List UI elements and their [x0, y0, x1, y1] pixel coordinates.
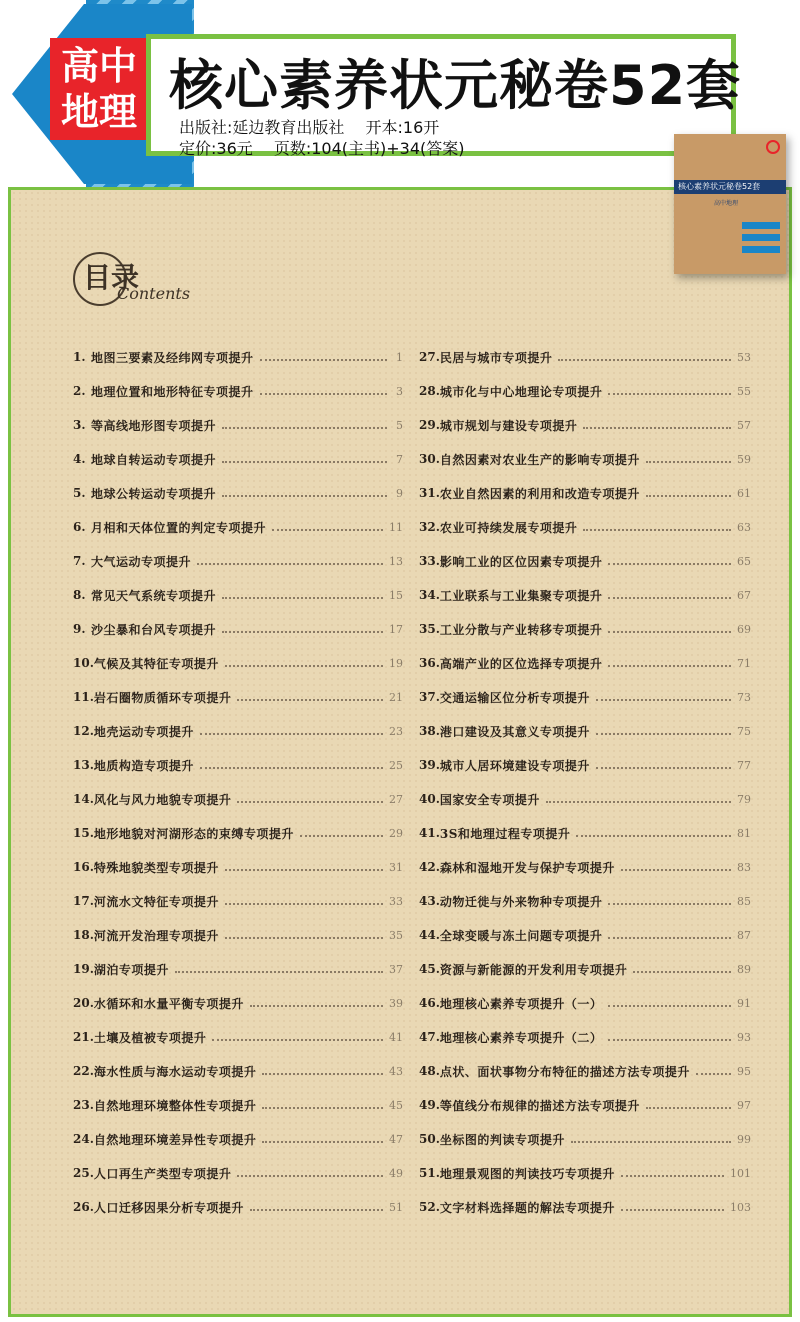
toc-dot-leader [237, 800, 383, 803]
toc-entry [419, 1122, 751, 1156]
subject-line-2: 地理 [60, 90, 137, 134]
toc-entry [73, 952, 403, 986]
toc-dot-leader [237, 698, 383, 701]
toc-entry [419, 918, 751, 952]
toc-dot-leader [212, 1038, 383, 1041]
toc-dot-leader [646, 1106, 731, 1109]
toc-heading-en: Contents [117, 284, 191, 303]
toc-entry-number: 50. [419, 1132, 440, 1146]
toc-entry-title: 工业联系与工业集聚专项提升 [439, 588, 603, 603]
toc-entry-title: 地球公转运动专项提升 [91, 486, 217, 501]
toc-entry [419, 408, 751, 442]
toc-entry [419, 884, 751, 918]
toc-entry-title: 3S和地理过程专项提升 [439, 826, 571, 841]
cover-tag [742, 234, 780, 241]
toc-entry-page: 71 [737, 656, 751, 670]
toc-entry-page: 51 [389, 1200, 403, 1214]
toc-entry-number: 10. [73, 656, 94, 670]
toc-entry-title: 交通运输区位分析专项提升 [439, 690, 590, 705]
toc-entry-number: 12. [73, 724, 94, 738]
toc-entry-title: 地形地貌对河湖形态的束缚专项提升 [93, 826, 294, 841]
toc-entry-number: 23. [73, 1098, 94, 1112]
toc-dot-leader [546, 800, 731, 803]
toc-entry [419, 986, 751, 1020]
toc-entry-number: 38. [419, 724, 440, 738]
toc-entry-page: 75 [737, 724, 751, 738]
toc-entry-title: 地理核心素养专项提升（二） [439, 1030, 603, 1045]
toc-entry [419, 952, 751, 986]
toc-entry-page: 53 [737, 350, 751, 364]
toc-entry [419, 816, 751, 850]
toc-entry-page: 27 [389, 792, 403, 806]
publisher-text: 出版社:延边教育出版社 [179, 118, 345, 137]
toc-entry-title: 岩石圈物质循环专项提升 [93, 690, 232, 705]
toc-entry-page: 49 [389, 1166, 403, 1180]
toc-entry-page: 19 [389, 656, 403, 670]
toc-entry-title: 资源与新能源的开发利用专项提升 [439, 962, 628, 977]
toc-dot-leader [558, 358, 731, 361]
toc-dot-leader [262, 1106, 383, 1109]
toc-entry-page: 69 [737, 622, 751, 636]
toc-dot-leader [608, 902, 731, 905]
toc-dot-leader [237, 1174, 383, 1177]
toc-dot-leader [200, 732, 383, 735]
toc-entry-title: 人口再生产类型专项提升 [93, 1166, 232, 1181]
toc-entry-title: 城市人居环境建设专项提升 [439, 758, 590, 773]
toc-entry-number: 33. [419, 554, 440, 568]
toc-entry [73, 1088, 403, 1122]
pages-text: 页数:104(主书)+34(答案) [273, 139, 465, 158]
toc-entry-page: 21 [389, 690, 403, 704]
toc-entry-page: 93 [737, 1030, 751, 1044]
toc-entry-number: 18. [73, 928, 94, 942]
toc-entry-number: 47. [419, 1030, 440, 1044]
toc-entry [73, 374, 403, 408]
toc-dot-leader [225, 902, 383, 905]
toc-entry [73, 850, 403, 884]
toc-entry-number: 28. [419, 384, 440, 398]
toc-entry-page: 103 [730, 1200, 751, 1214]
toc-entry-number: 17. [73, 894, 94, 908]
toc-dot-leader [621, 1174, 724, 1177]
toc-entry [73, 1156, 403, 1190]
toc-entry-title: 民居与城市专项提升 [439, 350, 553, 365]
toc-entry-number: 11. [73, 690, 94, 704]
toc-entry [419, 1156, 751, 1190]
toc-dot-leader [222, 426, 387, 429]
toc-entry [419, 374, 751, 408]
toc-entry-number: 37. [419, 690, 440, 704]
toc-entry-title: 地球自转运动专项提升 [91, 452, 217, 467]
toc-entry-page: 17 [389, 622, 403, 636]
toc-entry-title: 自然因素对农业生产的影响专项提升 [439, 452, 640, 467]
toc-entry [419, 544, 751, 578]
toc-entry-number: 26. [73, 1200, 94, 1214]
toc-entry-title: 港口建设及其意义专项提升 [439, 724, 590, 739]
title-box [146, 34, 742, 158]
price-text: 定价:36元 [179, 139, 253, 158]
toc-entry-number: 51. [419, 1166, 440, 1180]
toc-left-column [73, 340, 403, 1224]
toc-entry-number: 48. [419, 1064, 440, 1078]
toc-entry-title: 农业可持续发展专项提升 [439, 520, 578, 535]
toc-entry [419, 714, 751, 748]
toc-entry-number: 16. [73, 860, 94, 874]
toc-entry [73, 680, 403, 714]
toc-dot-leader [262, 1140, 383, 1143]
toc-entry-number: 5. [73, 486, 86, 500]
toc-entry-number: 20. [73, 996, 94, 1010]
toc-dot-leader [262, 1072, 383, 1075]
toc-dot-leader [175, 970, 383, 973]
toc-dot-leader [608, 392, 731, 395]
toc-dot-leader [222, 596, 383, 599]
toc-entry-title: 常见天气系统专项提升 [91, 588, 217, 603]
toc-heading [73, 252, 213, 312]
toc-entry-title: 地质构造专项提升 [93, 758, 194, 773]
toc-entry-title: 大气运动专项提升 [91, 554, 192, 569]
toc-entry-number: 19. [73, 962, 94, 976]
toc-entry-number: 46. [419, 996, 440, 1010]
toc-entry-page: 57 [737, 418, 751, 432]
cover-tag [742, 222, 780, 229]
toc-entry-number: 30. [419, 452, 440, 466]
toc-entry-number: 4. [73, 452, 86, 466]
toc-entry [419, 850, 751, 884]
toc-dot-leader [608, 630, 731, 633]
toc-entry-page: 83 [737, 860, 751, 874]
toc-entry-page: 65 [737, 554, 751, 568]
toc-entry-number: 40. [419, 792, 440, 806]
toc-entry-page: 1 [396, 350, 403, 364]
toc-entry-number: 6. [73, 520, 86, 534]
toc-entry-title: 城市规划与建设专项提升 [439, 418, 578, 433]
toc-entry-number: 25. [73, 1166, 94, 1180]
toc-entry-page: 43 [389, 1064, 403, 1078]
toc-dot-leader [576, 834, 731, 837]
toc-entry [419, 782, 751, 816]
toc-entry-number: 45. [419, 962, 440, 976]
toc-entry-number: 34. [419, 588, 440, 602]
toc-dot-leader [222, 630, 383, 633]
toc-entry-page: 31 [389, 860, 403, 874]
cover-subtitle: 高中地理 [714, 200, 739, 207]
toc-entry-page: 97 [737, 1098, 751, 1112]
toc-entry-title: 海水性质与海水运动专项提升 [93, 1064, 257, 1079]
toc-entry-title: 森林和湿地开发与保护专项提升 [439, 860, 615, 875]
toc-entry [419, 442, 751, 476]
toc-dot-leader [608, 664, 731, 667]
toc-entry-title: 等值线分布规律的描述方法专项提升 [439, 1098, 640, 1113]
toc-dot-leader [621, 868, 731, 871]
publisher-logo-icon [766, 140, 780, 154]
toc-entry-number: 8. [73, 588, 86, 602]
toc-dot-leader [260, 358, 387, 361]
toc-entry-title: 地图三要素及经纬网专项提升 [91, 350, 254, 365]
toc-entry-page: 3 [396, 384, 403, 398]
book-title: 核心素养状元秘卷52套 [169, 54, 742, 117]
toc-entry-page: 35 [389, 928, 403, 942]
toc-entry-title: 特殊地貌类型专项提升 [93, 860, 219, 875]
toc-entry-title: 河流开发治理专项提升 [93, 928, 219, 943]
toc-entry [73, 340, 403, 374]
toc-entry-page: 41 [389, 1030, 403, 1044]
toc-entry-number: 2. [73, 384, 86, 398]
format-text: 开本:16开 [365, 118, 440, 137]
toc-entry [419, 1020, 751, 1054]
toc-entry-title: 风化与风力地貌专项提升 [93, 792, 232, 807]
toc-entry-number: 3. [73, 418, 86, 432]
toc-dot-leader [696, 1072, 731, 1075]
toc-entry-number: 42. [419, 860, 440, 874]
toc-dot-leader [225, 664, 383, 667]
toc-entry-number: 39. [419, 758, 440, 772]
toc-dot-leader [225, 936, 383, 939]
toc-entry-title: 全球变暖与冻土问题专项提升 [439, 928, 603, 943]
toc-entry [73, 408, 403, 442]
toc-entry-title: 地理位置和地形特征专项提升 [91, 384, 254, 399]
toc-entry-page: 77 [737, 758, 751, 772]
toc-dot-leader [646, 494, 731, 497]
toc-entry-number: 36. [419, 656, 440, 670]
toc-entry [419, 1088, 751, 1122]
toc-entry-number: 15. [73, 826, 94, 840]
toc-dot-leader [633, 970, 731, 973]
cover-title: 核心素养状元秘卷52套 [678, 182, 761, 191]
toc-dot-leader [250, 1208, 383, 1211]
toc-entry [73, 544, 403, 578]
toc-entry-title: 地理核心素养专项提升（一） [439, 996, 603, 1011]
toc-entry-page: 67 [737, 588, 751, 602]
toc-entry-page: 45 [389, 1098, 403, 1112]
toc-entry-number: 21. [73, 1030, 94, 1044]
toc-entry [419, 1190, 751, 1224]
toc-entry-title: 湖泊专项提升 [93, 962, 169, 977]
toc-entry-page: 95 [737, 1064, 751, 1078]
toc-entry-page: 7 [396, 452, 403, 466]
toc-entry [73, 1054, 403, 1088]
toc-dot-leader [200, 766, 383, 769]
toc-dot-leader [583, 426, 731, 429]
toc-dot-leader [646, 460, 731, 463]
toc-entry-page: 29 [389, 826, 403, 840]
toc-entry [419, 578, 751, 612]
toc-entry-title: 农业自然因素的利用和改造专项提升 [439, 486, 640, 501]
toc-entry-page: 79 [737, 792, 751, 806]
toc-entry-number: 32. [419, 520, 440, 534]
meta-line-1 [179, 115, 455, 138]
toc-entry-number: 14. [73, 792, 94, 806]
toc-entry-number: 35. [419, 622, 440, 636]
toc-entry-number: 13. [73, 758, 94, 772]
toc-entry-title: 文字材料选择题的解法专项提升 [439, 1200, 615, 1215]
toc-dot-leader [272, 528, 383, 531]
toc-dot-leader [608, 562, 731, 565]
toc-entry-page: 63 [737, 520, 751, 534]
toc-entry-page: 89 [737, 962, 751, 976]
toc-dot-leader [608, 596, 731, 599]
toc-entry-title: 点状、面状事物分布特征的描述方法专项提升 [439, 1064, 690, 1079]
toc-dot-leader [608, 1004, 731, 1007]
toc-entry-page: 9 [396, 486, 403, 500]
toc-entry [73, 1190, 403, 1224]
toc-dot-leader [571, 1140, 731, 1143]
toc-entry-title: 自然地理环境整体性专项提升 [93, 1098, 257, 1113]
toc-entry-page: 5 [396, 418, 403, 432]
toc-dot-leader [222, 460, 387, 463]
toc-dot-leader [225, 868, 383, 871]
meta-line-2 [179, 136, 481, 159]
toc-entry-page: 15 [389, 588, 403, 602]
toc-entry-page: 55 [737, 384, 751, 398]
toc-entry-title: 自然地理环境差异性专项提升 [93, 1132, 257, 1147]
toc-entry [419, 748, 751, 782]
toc-entry-title: 地理景观图的判读技巧专项提升 [439, 1166, 615, 1181]
toc-entry [73, 442, 403, 476]
toc-entry [73, 510, 403, 544]
toc-entry [73, 986, 403, 1020]
toc-entry [419, 476, 751, 510]
toc-entry-page: 73 [737, 690, 751, 704]
toc-entry [73, 1122, 403, 1156]
toc-entry-page: 59 [737, 452, 751, 466]
toc-entry-title: 地壳运动专项提升 [93, 724, 194, 739]
subject-line-1: 高中 [60, 44, 137, 88]
toc-dot-leader [596, 732, 731, 735]
toc-heading-cn: 目录 [83, 261, 140, 294]
toc-dot-leader [608, 1038, 731, 1041]
toc-entry-title: 水循环和水量平衡专项提升 [93, 996, 244, 1011]
toc-entry [73, 646, 403, 680]
book-cover-image [674, 134, 786, 274]
toc-entry-number: 31. [419, 486, 440, 500]
toc-entry-number: 27. [419, 350, 440, 364]
toc-entry-title: 高端产业的区位选择专项提升 [439, 656, 603, 671]
toc-dot-leader [596, 698, 731, 701]
toc-entry-number: 52. [419, 1200, 440, 1214]
toc-dot-leader [300, 834, 383, 837]
toc-entry [419, 510, 751, 544]
toc-entry-number: 43. [419, 894, 440, 908]
toc-right-column [419, 340, 751, 1224]
toc-dot-leader [583, 528, 731, 531]
toc-entry-number: 1. [73, 350, 86, 364]
toc-entry-title: 工业分散与产业转移专项提升 [439, 622, 603, 637]
toc-dot-leader [250, 1004, 383, 1007]
toc-entry [73, 714, 403, 748]
toc-entry [419, 680, 751, 714]
toc-entry-title: 坐标图的判读专项提升 [439, 1132, 565, 1147]
toc-entry-page: 37 [389, 962, 403, 976]
toc-dot-leader [596, 766, 731, 769]
toc-entry [419, 612, 751, 646]
toc-entry-page: 101 [730, 1166, 751, 1180]
toc-entry-page: 39 [389, 996, 403, 1010]
toc-entry-number: 49. [419, 1098, 440, 1112]
toc-entry-title: 沙尘暴和台风专项提升 [91, 622, 217, 637]
toc-entry-title: 动物迁徙与外来物种专项提升 [439, 894, 603, 909]
toc-entry-page: 91 [737, 996, 751, 1010]
toc-entry [73, 884, 403, 918]
toc-entry [419, 340, 751, 374]
toc-entry-number: 41. [419, 826, 440, 840]
toc-entry-title: 河流水文特征专项提升 [93, 894, 219, 909]
toc-entry-number: 9. [73, 622, 86, 636]
toc-entry-page: 99 [737, 1132, 751, 1146]
toc-entry-number: 44. [419, 928, 440, 942]
toc-entry-page: 85 [737, 894, 751, 908]
toc-entry-page: 87 [737, 928, 751, 942]
toc-entry-title: 气候及其特征专项提升 [93, 656, 219, 671]
toc-entry-title: 人口迁移因果分析专项提升 [93, 1200, 244, 1215]
toc-entry-page: 23 [389, 724, 403, 738]
toc-dot-leader [222, 494, 387, 497]
cover-tag [742, 246, 780, 253]
toc-entry-title: 城市化与中心地理论专项提升 [439, 384, 603, 399]
toc-entry-number: 24. [73, 1132, 94, 1146]
toc-entry-page: 13 [389, 554, 403, 568]
toc-entry-title: 土壤及植被专项提升 [93, 1030, 207, 1045]
toc-entry-page: 81 [737, 826, 751, 840]
toc-entry-title: 等高线地形图专项提升 [91, 418, 217, 433]
toc-entry-page: 25 [389, 758, 403, 772]
toc-entry [419, 646, 751, 680]
toc-entry-page: 61 [737, 486, 751, 500]
toc-entry-page: 11 [389, 520, 403, 534]
toc-entry-page: 33 [389, 894, 403, 908]
toc-dot-leader [608, 936, 731, 939]
toc-entry [73, 476, 403, 510]
toc-entry-title: 月相和天体位置的判定专项提升 [91, 520, 267, 535]
toc-entry-number: 29. [419, 418, 440, 432]
toc-entry [73, 918, 403, 952]
toc-entry [73, 748, 403, 782]
toc-page [8, 187, 792, 1317]
toc-entry-number: 22. [73, 1064, 94, 1078]
toc-entry [73, 782, 403, 816]
toc-entry [419, 1054, 751, 1088]
toc-dot-leader [197, 562, 383, 565]
toc-entry [73, 612, 403, 646]
toc-entry-page: 47 [389, 1132, 403, 1146]
toc-entry-title: 国家安全专项提升 [439, 792, 540, 807]
toc-entry-number: 7. [73, 554, 86, 568]
toc-dot-leader [260, 392, 387, 395]
toc-dot-leader [621, 1208, 724, 1211]
subject-badge [50, 38, 148, 140]
toc-entry [73, 578, 403, 612]
toc-entry-title: 影响工业的区位因素专项提升 [439, 554, 603, 569]
toc-entry [73, 816, 403, 850]
toc-entry [73, 1020, 403, 1054]
